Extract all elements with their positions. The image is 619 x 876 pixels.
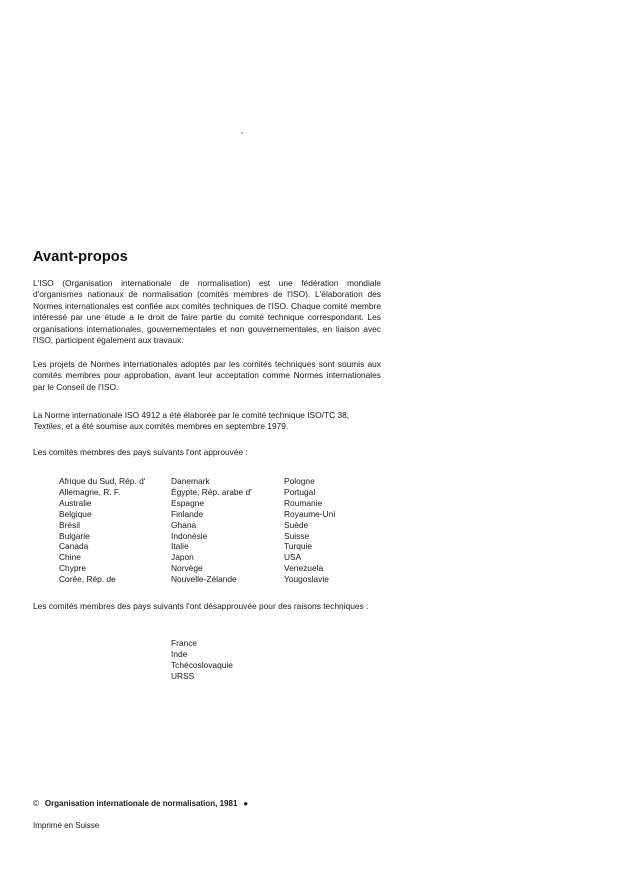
country-item: Yougoslavie bbox=[284, 574, 329, 585]
disapproval-intro: Les comités membres des pays suivants l'ont désapprouvée pour des raisons techniques : bbox=[33, 601, 369, 611]
country-item: Australie bbox=[59, 497, 92, 508]
country-item: Japon bbox=[171, 552, 194, 563]
country-item: Turquie bbox=[284, 541, 313, 552]
disapproving-countries bbox=[171, 638, 233, 682]
country-item: USA bbox=[284, 552, 302, 563]
country-item: Ghana bbox=[171, 519, 197, 530]
paragraph-3-italic: Textiles bbox=[33, 421, 62, 432]
page-title: Avant-propos bbox=[33, 249, 128, 265]
country-item: Corée, Rép. de bbox=[59, 574, 116, 585]
country-item: Espagne bbox=[171, 497, 205, 508]
country-item: Allemagne, R. F. bbox=[59, 486, 121, 497]
approving-countries-column-1 bbox=[59, 476, 174, 585]
country-item: Nouvelle-Zélande bbox=[171, 574, 237, 585]
foreword-paragraph-3 bbox=[33, 410, 381, 433]
country-item: Pologne bbox=[284, 476, 315, 486]
country-item: Danemark bbox=[171, 476, 210, 486]
country-item: Royaume-Uni bbox=[284, 508, 336, 519]
approving-countries-column-3 bbox=[284, 476, 399, 585]
country-item: Italie bbox=[171, 541, 189, 552]
printed-in: Imprimé en Suisse bbox=[33, 821, 100, 830]
country-item: URSS bbox=[171, 670, 195, 681]
country-item: Suède bbox=[284, 519, 309, 530]
paragraph-3-text-a: La Norme internationale ISO 4912 a été élaborée par le comité technique ISO/TC 38, bbox=[33, 410, 350, 420]
country-item: Canada bbox=[59, 541, 89, 552]
scan-speck bbox=[241, 132, 243, 134]
country-item: Venezuela bbox=[284, 563, 324, 574]
country-item: Portugal bbox=[284, 486, 316, 497]
country-item: Tchécoslovaquie bbox=[171, 659, 233, 670]
country-item: Chine bbox=[59, 552, 81, 563]
foreword-paragraph-1: L'ISO (Organisation internationale de normalisation) est une fédération mondiale d'organismes nationaux de normalisation (comités membres de l'ISO). L'élaboration des Normes internationales est confiée aux comités techniques de l'ISO. Chaque comité membre intéressé par une étude a le droit de faire partie du comité technique correspondant. Les organisations internationales, gouvernementales et non gouvernementales, en liaison avec l'ISO, participent également aux travaux. bbox=[33, 278, 381, 346]
bullet-icon: ● bbox=[243, 799, 249, 808]
country-item: Roumanie bbox=[284, 497, 323, 508]
country-item: Suisse bbox=[284, 530, 310, 541]
country-item: Belgique bbox=[59, 508, 92, 519]
country-item: France bbox=[171, 638, 198, 648]
country-item: Afrique du Sud, Rép. d' bbox=[59, 476, 146, 486]
country-item: Inde bbox=[171, 648, 188, 659]
approval-intro: Les comités membres des pays suivants l'ont approuvée : bbox=[33, 447, 248, 457]
copyright-text: Organisation internationale de normalisation, 1981 bbox=[44, 799, 238, 808]
approving-countries-column-2 bbox=[171, 476, 286, 585]
copyright-line bbox=[33, 799, 248, 808]
country-item: Chypre bbox=[59, 563, 86, 574]
country-item: Norvège bbox=[171, 563, 203, 574]
foreword-paragraph-2: Les projets de Normes internationales adoptés par les comités techniques sont soumis aux comités membres pour approbation, avant leur acceptation comme Normes internationales par le Conseil de l'ISO. bbox=[33, 359, 381, 392]
country-item: Brésil bbox=[59, 519, 80, 530]
country-item: Indonésie bbox=[171, 530, 208, 541]
copyright-icon: © bbox=[33, 799, 39, 808]
country-item: Bulgarie bbox=[59, 530, 90, 541]
country-item: Finlande bbox=[171, 508, 204, 519]
country-item: Égypte, Rép. arabe d' bbox=[171, 486, 252, 497]
paragraph-3-text-c: , et a été soumise aux comités membres en septembre 1979. bbox=[61, 421, 289, 432]
